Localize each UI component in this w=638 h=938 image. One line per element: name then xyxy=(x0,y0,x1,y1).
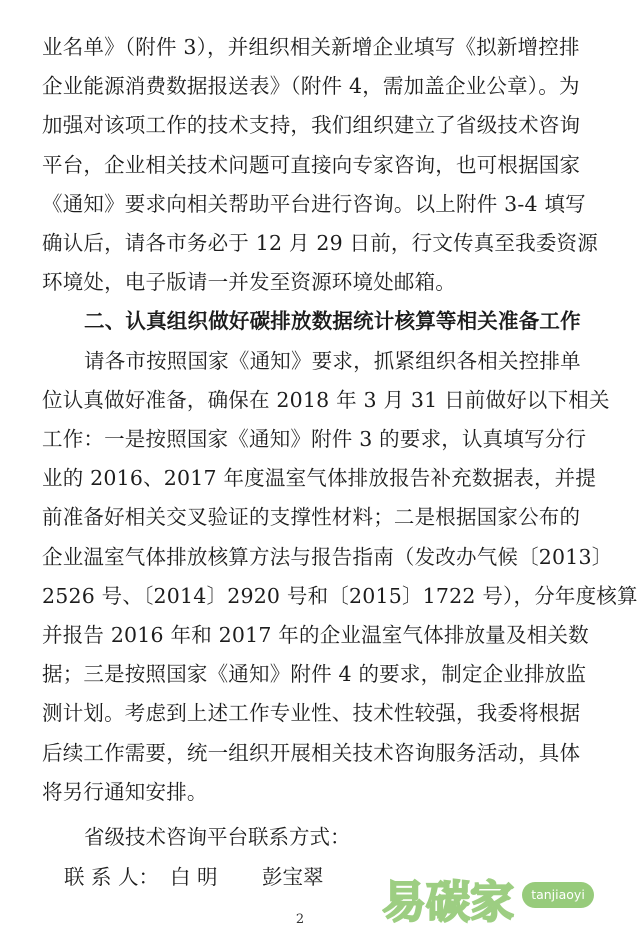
section-line: 请各市按照国家《通知》要求，抓紧组织各相关控排单 xyxy=(84,348,581,373)
watermark-domain-badge: tanjiaoyi xyxy=(522,882,594,908)
watermark-char: 碳 xyxy=(426,877,470,928)
body-line: 平台，企业相关技术问题可直接向专家咨询，也可根据国家 xyxy=(42,152,581,177)
section-line: 据；三是按照国家《通知》附件 4 的要求，制定企业排放监 xyxy=(42,662,587,687)
contact-label: 联 系 人： xyxy=(64,865,160,889)
section-line: 2526 号、〔2014〕2920 号和〔2015〕1722 号），分年度核算 xyxy=(42,583,638,608)
section-line: 位认真做好准备，确保在 2018 年 3 月 31 日前做好以下相关 xyxy=(42,387,610,412)
contact-person-2: 彭宝翠 xyxy=(262,865,324,889)
watermark-char: 家 xyxy=(470,877,514,928)
watermark-logo xyxy=(382,874,598,932)
body-line: 环境处，电子版请一并发至资源环境处邮箱。 xyxy=(42,270,456,295)
section-line: 后续工作需要，统一组织开展相关技术咨询服务活动，具体 xyxy=(42,740,581,765)
body-line: 《通知》要求向相关帮助平台进行咨询。以上附件 3-4 填写 xyxy=(42,191,586,216)
watermark-char: 易 xyxy=(382,877,426,928)
body-line: 加强对该项工作的技术支持，我们组织建立了省级技术咨询 xyxy=(42,113,581,138)
section-line: 并报告 2016 年和 2017 年的企业温室气体排放量及相关数 xyxy=(42,623,589,647)
section-heading: 二、认真组织做好碳排放数据统计核算等相关准备工作 xyxy=(84,309,581,334)
page-number: 2 xyxy=(295,912,305,927)
section-line: 将另行通知安排。 xyxy=(42,779,208,804)
section-line: 工作：一是按照国家《通知》附件 3 的要求，认真填写分行 xyxy=(42,427,587,451)
contact-title: 省级技术咨询平台联系方式： xyxy=(84,825,351,849)
contact-person-1: 白 明 xyxy=(170,865,218,889)
body-line: 确认后，请各市务必于 12 月 29 日前，行文传真至我委资源 xyxy=(42,231,598,255)
section-line: 业的 2016、2017 年度温室气体排放报告补充数据表，并提 xyxy=(42,466,597,491)
section-line: 企业温室气体排放核算方法与报告指南（发改办气候〔2013〕 xyxy=(42,544,613,569)
section-line: 测计划。考虑到上述工作专业性、技术性较强，我委将根据 xyxy=(42,701,581,726)
section-line: 前准备好相关交叉验证的支撑性材料；二是根据国家公布的 xyxy=(42,505,581,530)
body-line: 业名单》（附件 3），并组织相关新增企业填写《拟新增控排 xyxy=(42,35,580,59)
body-line: 企业能源消费数据报送表》（附件 4，需加盖企业公章）。为 xyxy=(42,74,580,99)
